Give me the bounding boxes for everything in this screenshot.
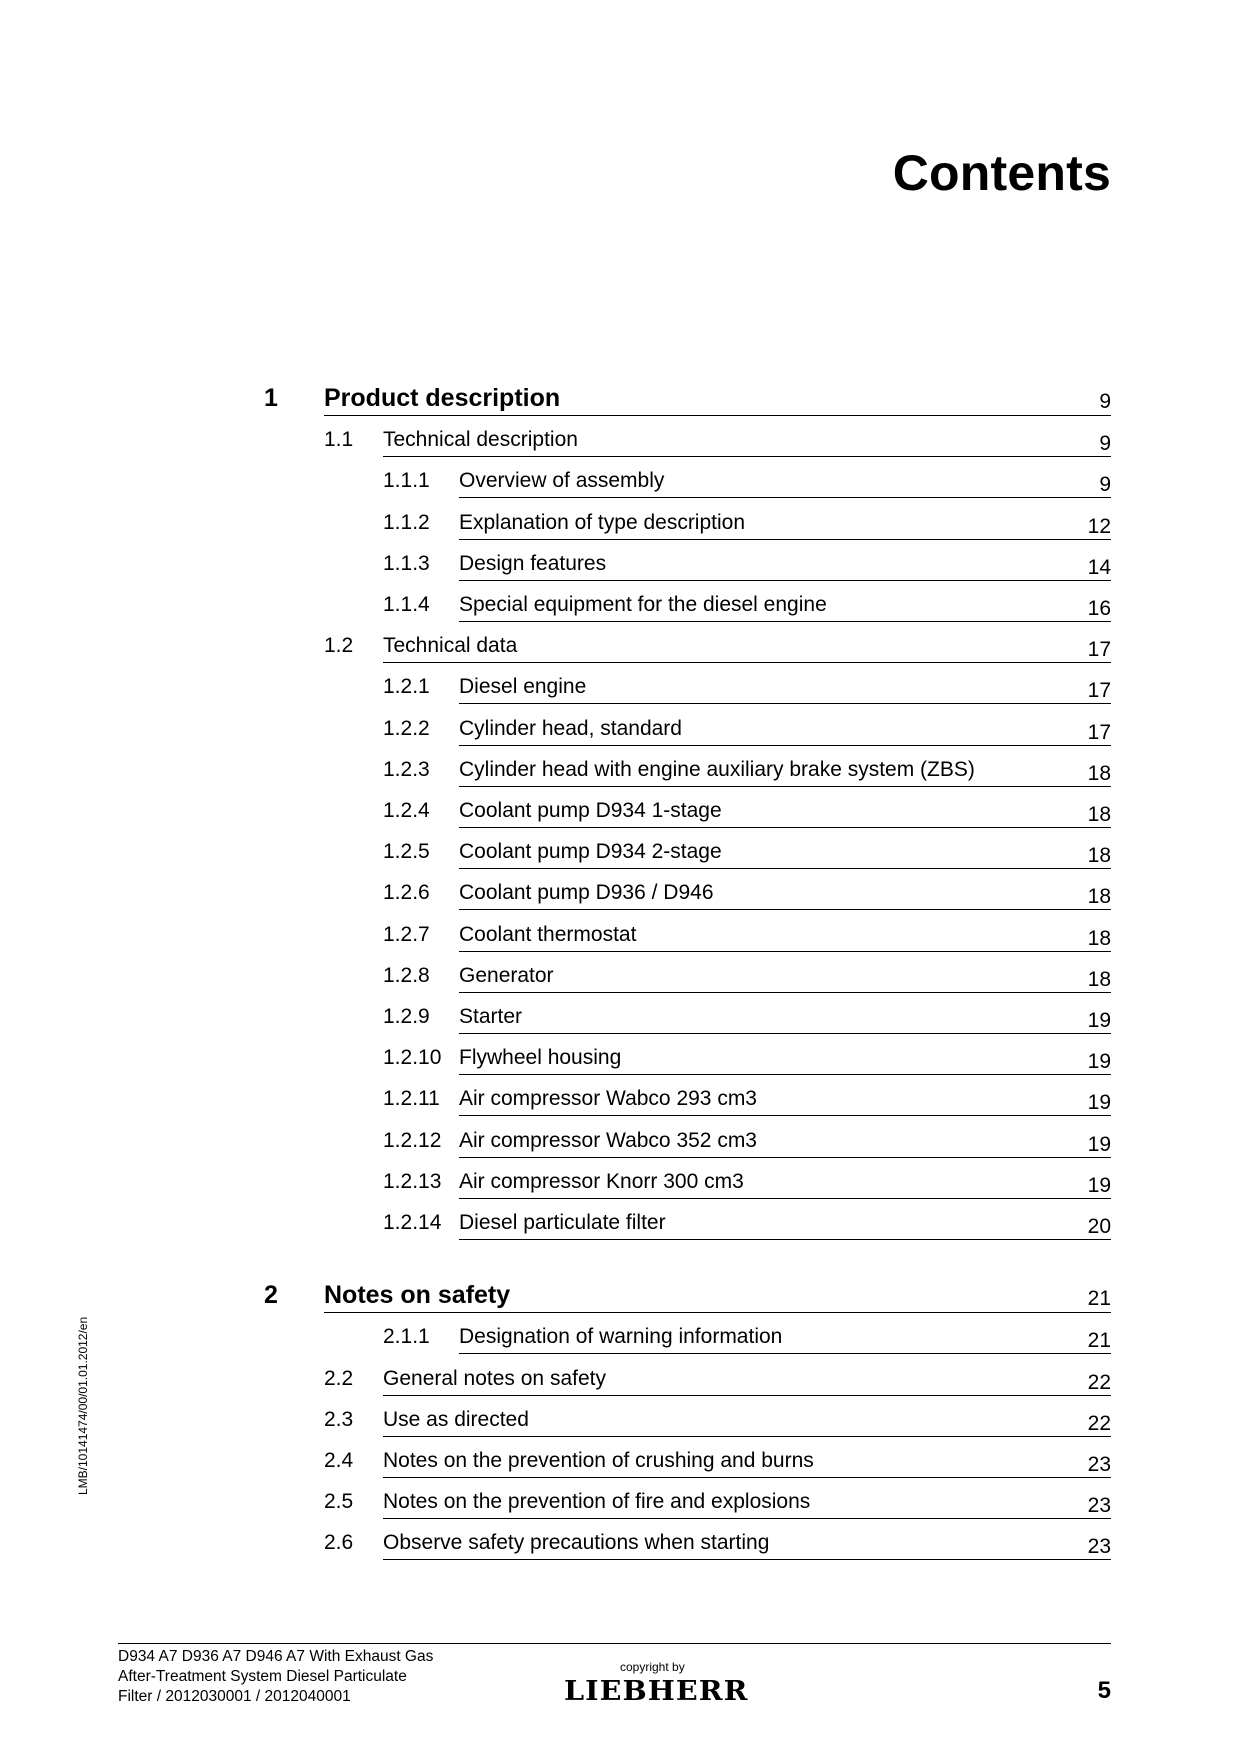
toc-entry-page: 23 <box>1087 1494 1111 1517</box>
toc-entry-number: 1.1.1 <box>383 469 430 492</box>
toc-entry-page: 23 <box>1087 1535 1111 1558</box>
toc-entry-number: 1.2.13 <box>383 1170 442 1193</box>
toc-entry-page: 18 <box>1087 968 1111 991</box>
toc-entry-number: 2.3 <box>324 1408 354 1431</box>
toc-entry-title: Technical description <box>383 428 578 451</box>
toc-entry[interactable] <box>383 1081 1111 1123</box>
toc-entry-title: Notes on the prevention of fire and explosions <box>383 1490 811 1513</box>
toc-entry-number: 1.2.14 <box>383 1211 442 1234</box>
toc-entry-number: 1.1 <box>324 428 354 451</box>
toc-entry-title: Generator <box>459 964 554 987</box>
footer-divider <box>118 1643 1111 1644</box>
toc-entry-number: 1.2.12 <box>383 1129 442 1152</box>
toc-entry-rule <box>459 669 1111 704</box>
toc-entry-title: Diesel particulate filter <box>459 1211 666 1234</box>
toc-entry[interactable] <box>383 875 1111 917</box>
toc-entry-page: 19 <box>1087 1091 1111 1114</box>
toc-entry-number: 1.2 <box>324 634 354 657</box>
toc-entry-page: 16 <box>1087 597 1111 620</box>
toc-entry-title: Coolant pump D934 1-stage <box>459 799 722 822</box>
toc-entry-page: 17 <box>1087 721 1111 744</box>
toc-entry-rule <box>459 875 1111 910</box>
toc-entry-page: 14 <box>1087 556 1111 579</box>
toc-entry-rule <box>459 1319 1111 1354</box>
toc-entry-page: 20 <box>1087 1215 1111 1238</box>
toc-entry-number: 1.2.7 <box>383 923 430 946</box>
toc-entry[interactable] <box>264 1278 1111 1320</box>
toc-entry[interactable] <box>383 1205 1111 1247</box>
toc-entry[interactable] <box>324 1525 1111 1567</box>
toc-entry-number: 1.2.4 <box>383 799 430 822</box>
toc-entry-number: 1.2.6 <box>383 881 430 904</box>
toc-entry-rule <box>459 1205 1111 1240</box>
toc-entry-title: Product description <box>324 384 561 412</box>
toc-entry-rule <box>459 793 1111 828</box>
toc-entry[interactable] <box>383 999 1111 1041</box>
toc-entry-title: Notes on the prevention of crushing and burns <box>383 1449 814 1472</box>
toc-entry-number: 1.2.2 <box>383 717 430 740</box>
toc-entry-number: 1 <box>264 384 278 412</box>
footer-line: After-Treatment System Diesel Particulate <box>118 1668 407 1685</box>
toc-entry-rule <box>459 1164 1111 1199</box>
toc-entry-rule <box>459 1081 1111 1116</box>
toc-entry-number: 1.2.11 <box>383 1087 440 1110</box>
toc-entry-page: 19 <box>1087 1050 1111 1073</box>
toc-entry-title: Air compressor Knorr 300 cm3 <box>459 1170 744 1193</box>
toc-entry-page: 18 <box>1087 803 1111 826</box>
toc-entry-number: 1.2.9 <box>383 1005 430 1028</box>
toc-entry-title: Diesel engine <box>459 675 587 698</box>
toc-entry-rule <box>459 505 1111 540</box>
toc-entry[interactable] <box>383 752 1111 794</box>
toc-entry[interactable] <box>324 1361 1111 1403</box>
toc-entry[interactable] <box>324 1484 1111 1526</box>
toc-entry-number: 1.2.1 <box>383 675 430 698</box>
toc-entry[interactable] <box>324 1402 1111 1444</box>
toc-entry-rule <box>383 1484 1111 1519</box>
toc-entry-title: Coolant pump D934 2-stage <box>459 840 722 863</box>
toc-entry-rule <box>459 917 1111 952</box>
footer-document-title <box>118 1647 433 1707</box>
toc-entry-title: Air compressor Wabco 293 cm3 <box>459 1087 757 1110</box>
toc-entry-title: Starter <box>459 1005 523 1028</box>
toc-entry-rule <box>383 1443 1111 1478</box>
toc-entry[interactable] <box>383 463 1111 505</box>
toc-entry[interactable] <box>324 422 1111 464</box>
toc-entry-title: Design features <box>459 552 607 575</box>
toc-entry-number: 1.1.3 <box>383 552 430 575</box>
toc-entry-number: 2.2 <box>324 1367 354 1390</box>
toc-entry[interactable] <box>383 669 1111 711</box>
toc-entry-rule <box>459 546 1111 581</box>
toc-entry-rule <box>383 422 1111 457</box>
document-code: LMB/10141474/00/01.01.2012/en <box>76 1316 90 1495</box>
toc-entry-rule <box>459 958 1111 993</box>
toc-entry-page: 22 <box>1087 1371 1111 1394</box>
toc-entry-number: 1.2.3 <box>383 758 430 781</box>
footer-line: D934 A7 D936 A7 D946 A7 With Exhaust Gas <box>118 1648 434 1665</box>
toc-entry-page: 19 <box>1087 1133 1111 1156</box>
toc-entry-page: 21 <box>1087 1329 1111 1352</box>
toc-entry-title: Use as directed <box>383 1408 529 1431</box>
toc-entry-number: 1.2.8 <box>383 964 430 987</box>
toc-entry-number: 2 <box>264 1281 278 1309</box>
liebherr-logo: LIEBHERR <box>564 1676 749 1707</box>
toc-entry-number: 1.1.4 <box>383 593 430 616</box>
toc-entry[interactable] <box>383 1164 1111 1206</box>
toc-entry-rule <box>383 628 1111 663</box>
toc-entry-number: 2.5 <box>324 1490 354 1513</box>
toc-entry-title: Overview of assembly <box>459 469 665 492</box>
toc-entry-title: Notes on safety <box>324 1281 511 1309</box>
toc-entry-page: 18 <box>1087 885 1111 908</box>
toc-entry-rule <box>459 834 1111 869</box>
toc-entry-rule <box>459 1040 1111 1075</box>
toc-entry-rule <box>383 1525 1111 1560</box>
toc-entry-number: 1.2.10 <box>383 1046 442 1069</box>
toc-entry-rule <box>324 1278 1111 1313</box>
toc-entry[interactable] <box>383 1123 1111 1165</box>
toc-entry[interactable] <box>383 505 1111 547</box>
toc-entry-rule <box>459 1123 1111 1158</box>
toc-entry-page: 9 <box>1099 432 1111 455</box>
toc-entry-title: Technical data <box>383 634 518 657</box>
toc-entry-title: Cylinder head, standard <box>459 717 682 740</box>
toc-entry-rule <box>459 463 1111 498</box>
toc-entry-rule <box>383 1402 1111 1437</box>
toc-entry[interactable] <box>324 628 1111 670</box>
toc-entry[interactable] <box>383 711 1111 753</box>
toc-entry[interactable] <box>324 1443 1111 1485</box>
toc-entry[interactable] <box>383 793 1111 835</box>
toc-entry[interactable] <box>264 381 1111 423</box>
toc-entry-rule <box>459 999 1111 1034</box>
toc-entry-rule <box>459 711 1111 746</box>
copyright-label: copyright by <box>620 1660 685 1674</box>
toc-entry-number: 2.6 <box>324 1531 354 1554</box>
toc-entry-title: Coolant pump D936 / D946 <box>459 881 714 904</box>
toc-entry-title: Observe safety precautions when starting <box>383 1531 770 1554</box>
toc-entry[interactable] <box>383 1319 1111 1361</box>
toc-entry-number: 2.4 <box>324 1449 354 1472</box>
toc-entry[interactable] <box>383 917 1111 959</box>
toc-entry-rule <box>324 381 1111 416</box>
toc-entry-page: 17 <box>1087 638 1111 661</box>
toc-entry-page: 23 <box>1087 1453 1111 1476</box>
toc-entry-page: 21 <box>1087 1287 1111 1310</box>
toc-entry-rule <box>383 1361 1111 1396</box>
toc-entry-number: 2.1.1 <box>383 1325 430 1348</box>
toc-entry-title: Explanation of type description <box>459 511 746 534</box>
toc-entry-title: Coolant thermostat <box>459 923 637 946</box>
toc-entry[interactable] <box>383 1040 1111 1082</box>
toc-entry-title: Air compressor Wabco 352 cm3 <box>459 1129 757 1152</box>
toc-entry-page: 22 <box>1087 1412 1111 1435</box>
toc-entry-rule <box>459 752 1111 787</box>
toc-entry[interactable] <box>383 834 1111 876</box>
toc-entry-page: 19 <box>1087 1174 1111 1197</box>
page-title: Contents <box>892 145 1111 201</box>
toc-entry-page: 18 <box>1087 927 1111 950</box>
toc-entry-title: Designation of warning information <box>459 1325 783 1348</box>
toc-entry-page: 19 <box>1087 1009 1111 1032</box>
toc-entry-title: Cylinder head with engine auxiliary brake system (ZBS) <box>459 758 975 781</box>
toc-entry-title: Flywheel housing <box>459 1046 622 1069</box>
toc-entry[interactable] <box>383 587 1111 629</box>
toc-entry-page: 17 <box>1087 679 1111 702</box>
toc-entry-page: 9 <box>1099 390 1111 413</box>
toc-entry-page: 12 <box>1087 515 1111 538</box>
toc-entry-rule <box>459 587 1111 622</box>
toc-entry-page: 18 <box>1087 844 1111 867</box>
footer-line: Filter / 2012030001 / 2012040001 <box>118 1688 351 1705</box>
page-number: 5 <box>1097 1677 1111 1704</box>
toc-entry-number: 1.1.2 <box>383 511 430 534</box>
toc-entry-page: 18 <box>1087 762 1111 785</box>
toc-entry-title: Special equipment for the diesel engine <box>459 593 827 616</box>
toc-entry-title: General notes on safety <box>383 1367 606 1390</box>
toc-entry-number: 1.2.5 <box>383 840 430 863</box>
toc-entry-page: 9 <box>1099 473 1111 496</box>
toc-entry[interactable] <box>383 546 1111 588</box>
toc-entry[interactable] <box>383 958 1111 1000</box>
